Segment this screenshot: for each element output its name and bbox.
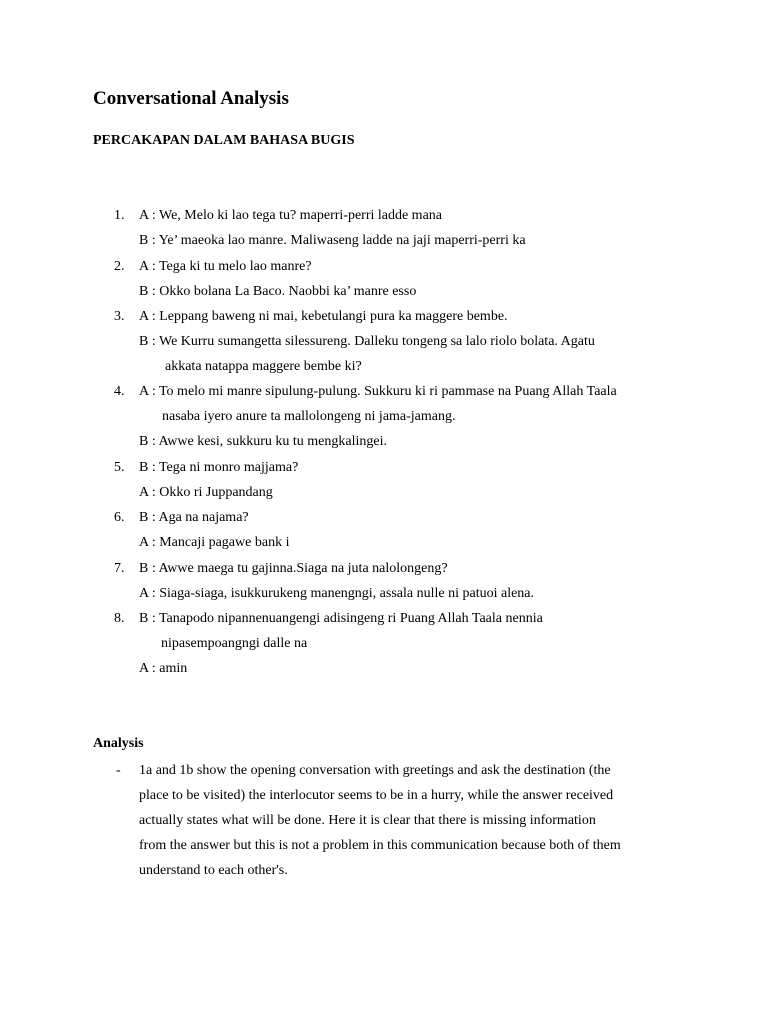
dialogue-line: B : Okko bolana La Baco. Naobbi ka’ manre esso <box>139 284 417 299</box>
analysis-text-line: from the answer but this is not a problem in this communication because both of them <box>139 838 621 853</box>
list-item-number: 4. <box>114 384 125 399</box>
dialogue-line: A : Mancaji pagawe bank i <box>139 535 290 550</box>
bullet-dash: - <box>116 763 121 778</box>
dialogue-line: A : Siaga-siaga, isukkurukeng manengngi, assala nulle ni patuoi alena. <box>139 586 535 601</box>
analysis-text-line: 1a and 1b show the opening conversation with greetings and ask the destination (the <box>139 763 611 778</box>
list-item-number: 2. <box>114 259 125 274</box>
list-item-number: 1. <box>114 208 125 223</box>
dialogue-line: A : amin <box>139 661 188 676</box>
document-title: Conversational Analysis <box>93 88 289 109</box>
dialogue-line: B : Awwe maega tu gajinna.Siaga na juta nalolongeng? <box>139 561 448 576</box>
list-item-number: 5. <box>114 460 125 475</box>
dialogue-line: nasaba iyero anure ta mallolongeng ni jama-jamang. <box>162 409 456 424</box>
dialogue-line: A : Leppang baweng ni mai, kebetulangi pura ka maggere bembe. <box>139 309 508 324</box>
list-item-number: 8. <box>114 611 125 626</box>
dialogue-line: B : We Kurru sumangetta silessureng. Dalleku tongeng sa lalo riolo bolata. Agatu <box>139 334 595 349</box>
dialogue-line: B : Ye’ maeoka lao manre. Maliwaseng ladde na jaji maperri-perri ka <box>139 233 526 248</box>
list-item-number: 7. <box>114 561 125 576</box>
document-subtitle: PERCAKAPAN DALAM BAHASA BUGIS <box>93 133 355 148</box>
dialogue-line: A : To melo mi manre sipulung-pulung. Sukkuru ki ri pammase na Puang Allah Taala <box>139 384 617 399</box>
analysis-text-line: understand to each other's. <box>139 863 288 878</box>
analysis-heading: Analysis <box>93 736 144 751</box>
analysis-text-line: place to be visited) the interlocutor seems to be in a hurry, while the answer received <box>139 788 614 803</box>
dialogue-line: A : Okko ri Juppandang <box>139 485 273 500</box>
dialogue-line: B : Tega ni monro majjama? <box>139 460 299 475</box>
dialogue-line: A : Tega ki tu melo lao manre? <box>139 259 312 274</box>
analysis-text-line: actually states what will be done. Here it is clear that there is missing information <box>139 813 596 828</box>
dialogue-line: B : Tanapodo nipannenuangengi adisingeng ri Puang Allah Taala nennia <box>139 611 543 626</box>
dialogue-line: B : Awwe kesi, sukkuru ku tu mengkalingei. <box>139 434 387 449</box>
dialogue-line: nipasempoangngi dalle na <box>161 636 308 651</box>
list-item-number: 3. <box>114 309 125 324</box>
dialogue-line: B : Aga na najama? <box>139 510 249 525</box>
list-item-number: 6. <box>114 510 125 525</box>
dialogue-line: A : We, Melo ki lao tega tu? maperri-perri ladde mana <box>139 208 443 223</box>
dialogue-line: akkata natappa maggere bembe ki? <box>165 359 362 374</box>
